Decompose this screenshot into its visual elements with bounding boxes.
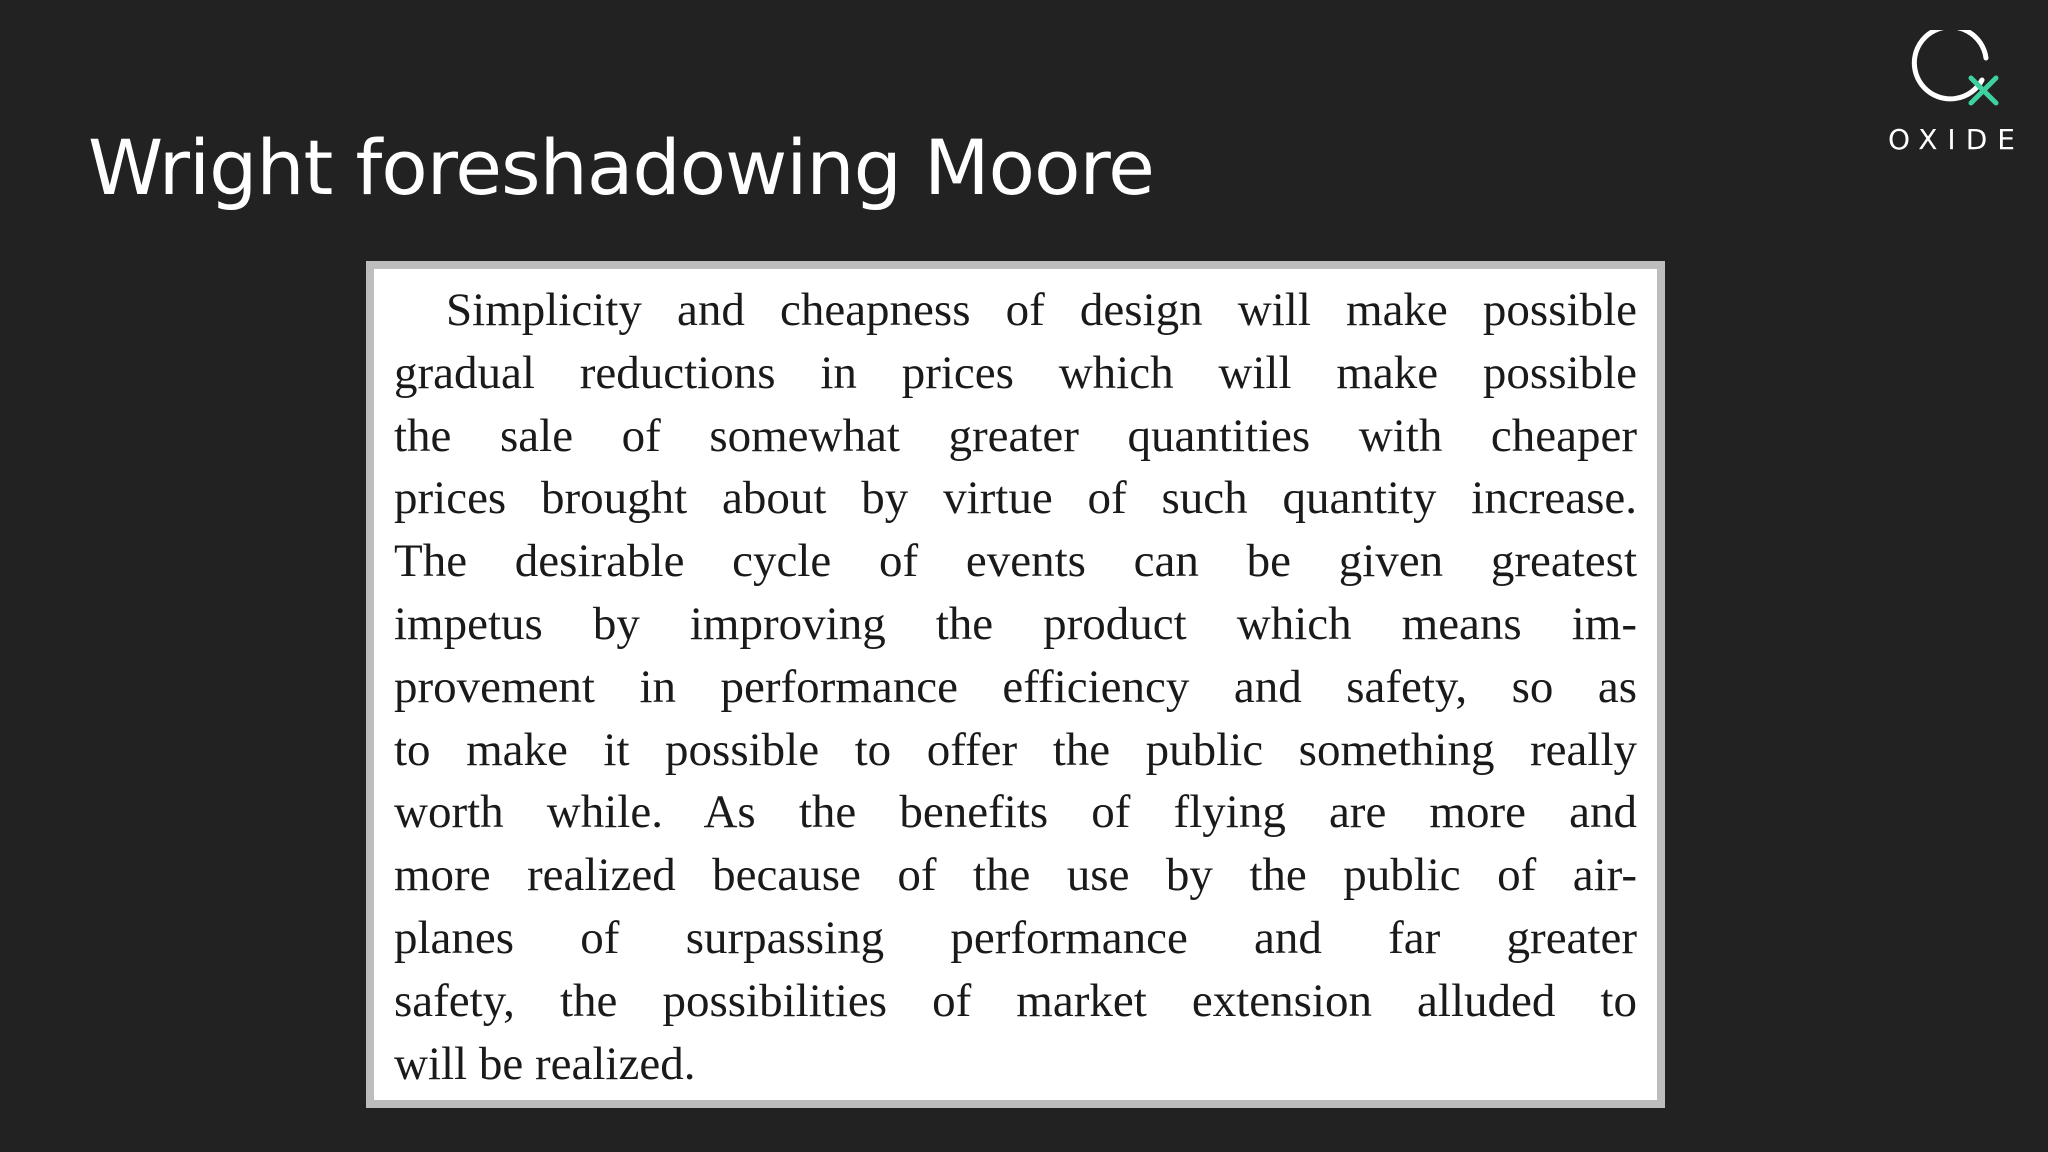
excerpt-line: the sale of somewhat greater quantities with cheaper [394, 409, 1637, 462]
excerpt-line: The desirable cycle of events can be given greatest [394, 535, 1637, 588]
excerpt-line: to make it possible to offer the public something really [394, 723, 1637, 776]
excerpt-line: safety, the possibilities of market extension alluded to [394, 974, 1637, 1027]
excerpt-line: will be realized. [394, 1037, 696, 1090]
excerpt-line: planes of surpassing performance and far greater [394, 911, 1637, 964]
oxide-logo-mark-icon [1910, 30, 2000, 120]
slide-title: Wright foreshadowing Moore [88, 123, 1154, 212]
oxide-logo [1880, 30, 2025, 160]
excerpt-line: provement in performance efficiency and safety, so as [394, 660, 1637, 713]
excerpt-line: gradual reductions in prices which will make possible [394, 346, 1637, 399]
excerpt-line: impetus by improving the product which means im- [394, 597, 1637, 650]
excerpt-line: more realized because of the use by the public of air- [394, 849, 1637, 902]
oxide-wordmark: OXIDE [1888, 123, 2025, 156]
excerpt-paragraph [394, 279, 1637, 1095]
book-excerpt-image [366, 261, 1665, 1108]
excerpt-line: worth while. As the benefits of flying are more and [394, 786, 1637, 839]
excerpt-line: prices brought about by virtue of such quantity increase. [394, 472, 1637, 525]
excerpt-line: Simplicity and cheapness of design will make possible [446, 284, 1637, 336]
